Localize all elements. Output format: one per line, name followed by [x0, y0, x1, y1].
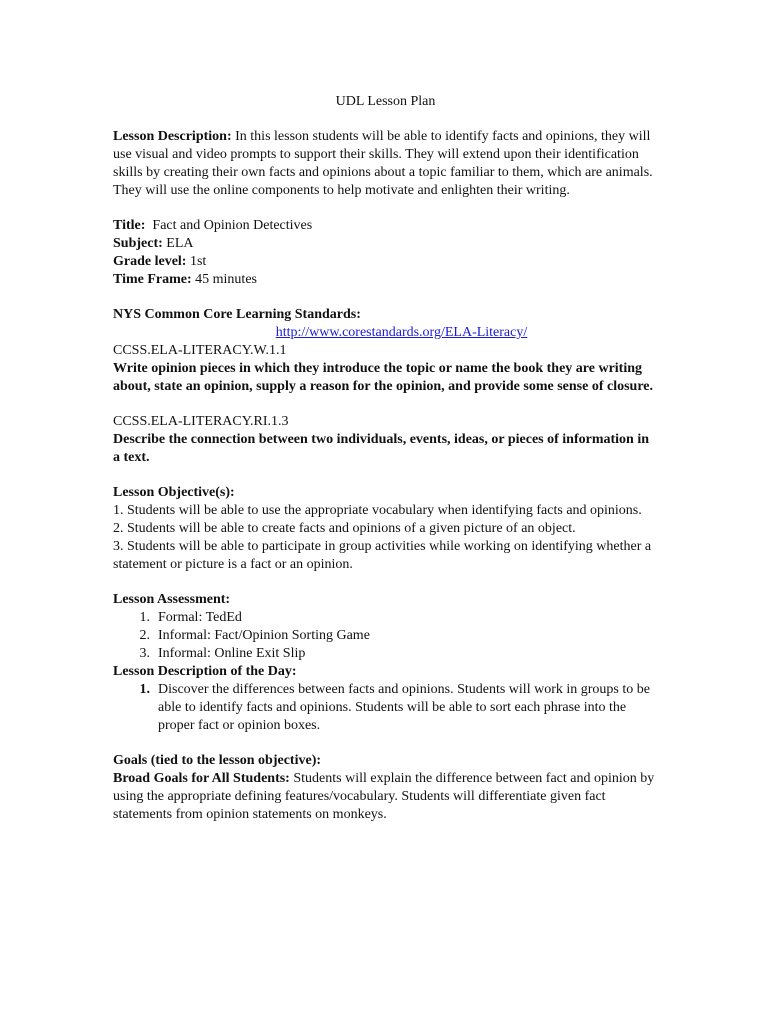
lesson-info: [113, 217, 658, 289]
goals-heading: Goals (tied to the lesson objective):: [113, 753, 322, 768]
list-item: [113, 609, 658, 627]
subject-label: Subject:: [113, 236, 163, 251]
list-item: [113, 681, 658, 735]
standards-heading: NYS Common Core Learning Standards:: [113, 307, 361, 322]
standard-ri-text: Describe the connection between two individuals, events, ideas, or pieces of information in a text.: [113, 432, 649, 465]
title-line: [113, 217, 658, 235]
document-title: UDL Lesson Plan: [335, 94, 436, 109]
subject-line: [113, 235, 658, 253]
list-number: 3.: [139, 646, 150, 661]
list-text: Discover the differences between facts and opinions. Students will work in groups to be able to identify facts and opinions. Students will be able to sort each phrase into the proper fact or opinion boxes.: [158, 682, 650, 733]
list-item: [113, 627, 658, 645]
list-text: Informal: Online Exit Slip: [158, 646, 306, 661]
assessment-list: [113, 609, 658, 663]
time-label: Time Frame:: [113, 272, 192, 287]
list-number: 1.: [139, 682, 150, 697]
goals-section: [113, 752, 658, 824]
standard-ri-code: CCSS.ELA-LITERACY.RI.1.3: [113, 414, 289, 429]
subject-value: ELA: [162, 236, 194, 251]
objectives-heading: Lesson Objective(s):: [113, 485, 235, 500]
list-text: Formal: TedEd: [158, 610, 242, 625]
lesson-description: [113, 128, 658, 200]
time-line: [113, 271, 658, 289]
standard-w-text: Write opinion pieces in which they introduce the topic or name the book they are writing about, state an opinion, supply a reason for the opinion, and provide some sense of closure.: [113, 361, 653, 394]
broad-goals-label: Broad Goals for All Students:: [113, 771, 290, 786]
grade-label: Grade level:: [113, 254, 187, 269]
standards-section: [113, 306, 658, 396]
standard-w-code: CCSS.ELA-LITERACY.W.1.1: [113, 343, 287, 358]
standard-ri-section: [113, 413, 658, 467]
list-number: 1.: [139, 610, 150, 625]
objective-item: 1. Students will be able to use the appropriate vocabulary when identifying facts and opinions.: [113, 503, 642, 518]
objective-item: 2. Students will be able to create facts and opinions of a given picture of an object.: [113, 521, 576, 536]
day-list: [113, 681, 658, 735]
title-label: Title:: [113, 218, 146, 233]
broad-goals-text: Students will explain the difference between fact and opinion by using the appropriate defining features/vocabulary. Students will differentiate given fact statements from opinion statements on monkeys.: [113, 771, 655, 822]
lesson-description-text: In this lesson students will be able to identify facts and opinions, they will use visual and video prompts to support their skills. They will extend upon their identification skills by creating their own facts and opinions about a topic familiar to them, which are animals. They will use the online components to help motivate and enlighten their writing.: [113, 129, 653, 198]
standards-link-line: [113, 324, 658, 342]
list-item: [113, 645, 658, 663]
grade-value: 1st: [186, 254, 207, 269]
objective-item: 3. Students will be able to participate in group activities while working on identifying whether a statement or picture is a fact or an opinion.: [113, 539, 652, 572]
assessment-heading: Lesson Assessment:: [113, 592, 231, 607]
broad-goals: [113, 770, 658, 824]
grade-line: [113, 253, 658, 271]
day-section: [113, 663, 658, 735]
objectives-section: [113, 484, 658, 574]
time-value: 45 minutes: [191, 272, 257, 287]
day-heading: Lesson Description of the Day:: [113, 664, 297, 679]
assessment-section: [113, 591, 658, 663]
title-value: Fact and Opinion Detectives: [145, 218, 313, 233]
standards-link[interactable]: http://www.corestandards.org/ELA-Literacy/: [275, 325, 528, 340]
list-text: Informal: Fact/Opinion Sorting Game: [158, 628, 370, 643]
list-number: 2.: [139, 628, 150, 643]
lesson-description-label: Lesson Description:: [113, 129, 232, 144]
